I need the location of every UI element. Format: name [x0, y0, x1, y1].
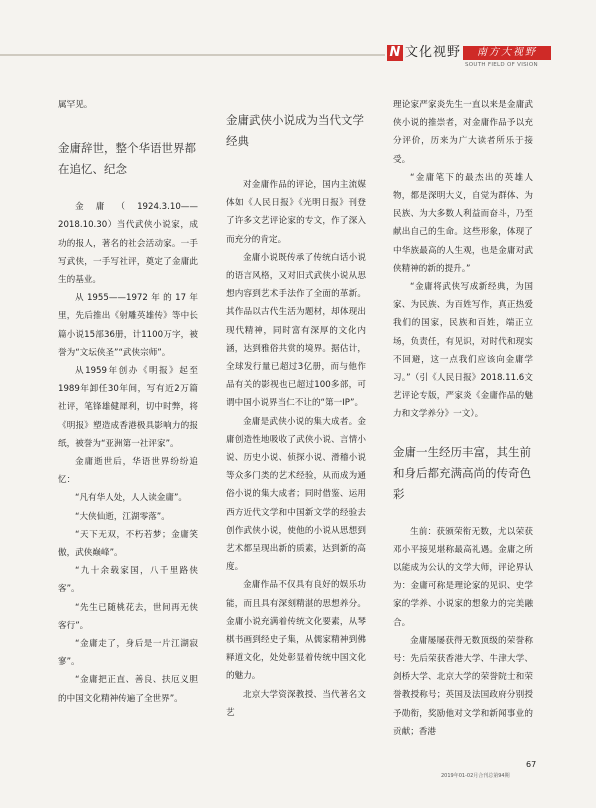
paragraph: 金庸作品不仅具有良好的娱乐功能，而且具有深刻精湛的思想养分。金庸小说充满着传统文化要素，从琴棋书画到经史子集，从儒家精神到佛释道文化，处处彰显着传统中国文化的魅力。	[226, 580, 366, 682]
quote: “天下无双，不朽若梦；金庸笑傲，武侠巅峰”。	[58, 529, 198, 559]
paragraph: 金庸逝世后，华语世界纷纷追忆：	[58, 457, 198, 486]
paragraph: 金庸是武侠小说的集大成者。金庸创造性地吸收了武侠小说、言情小说、历史小说、侦探小说、滑稽小说等众多门类的艺术经验，从而成为通俗小说的集大成者；同时借鉴、运用西方近代文学和中国新文学的经验去创作武侠小说，使他的小说从思想到艺术都呈现出新的质素，达到新的高度。	[226, 416, 366, 573]
article-column-2	[226, 96, 366, 722]
section-heading: 金庸一生经历丰富，其生前和身后都充满高尚的传奇色彩	[393, 444, 531, 501]
paragraph: 生前：获颁荣衔无数，尤以荣获邓小平接见堪称最高礼遇。金庸之所以能成为公认的文学大师，评论界认为：金庸可称是理论家的见识、史学家的学养、小说家的想象力的完美融合。	[393, 526, 533, 628]
quote: “金庸走了，身后是一片江湖寂寥”。	[58, 639, 198, 668]
quote: “大侠仙逝，江湖零落”。	[75, 511, 170, 522]
column-title: 文化视野	[405, 45, 462, 60]
magazine-brand: 南方大视野	[463, 46, 551, 60]
magazine-brand-subtitle: SOUTH FIELD OF VISION	[465, 62, 538, 68]
section-heading: 金庸武侠小说成为当代文学经典	[226, 113, 364, 148]
paragraph: 金庸（1924.3.10——2018.10.30）当代武侠小说家，成功的报人，著名的社会活动家。一手写武侠，一手写社评，奠定了金庸此生的基业。	[58, 202, 198, 286]
page-number: 67	[526, 760, 537, 769]
paragraph: 从1959年创办《明报》起至1989年卸任30年间，写有近2万篇社评，笔锋雄健犀利，切中时弊，将《明报》塑造成香港极具影响力的报纸，被誉为“亚洲第一社评家”。	[58, 366, 198, 449]
quote: “金庸笔下的最杰出的英雄人物，都是深明大义，自觉为群体、为民族、为大多数人利益而奋斗，乃至献出自己的生命。这些形象，体现了中华族最高的人生观，也是金庸对武侠精神的新的提升。”	[393, 172, 533, 274]
quote: “金庸把正直、善良、扶厄义胆的中国文化精神传遍了全世界”。	[58, 675, 198, 704]
paragraph: 从1955——1972年的17年里，先后推出《射雕英雄传》等中长篇小说15部36册，计1100万字，被誉为“文坛侠圣”“武侠宗师”。	[58, 293, 198, 358]
article-column-1	[58, 96, 198, 708]
quote: “凡有华人处，人人读金庸”。	[75, 493, 188, 504]
quote: “先生已随桃花去，世间再无侠客行”。	[58, 602, 198, 631]
paragraph: 北京大学资深教授、当代著名文艺	[226, 689, 366, 718]
article-column-3	[393, 96, 533, 741]
paragraph: 对金庸作品的评论，国内主流媒体如《人民日报》《光明日报》刊登了许多文艺评论家的专文，作了深入而充分的肯定。	[226, 180, 366, 245]
section-logo-icon: N	[387, 45, 403, 61]
section-heading: 金庸辞世，整个华语世界都在追忆、纪念	[58, 141, 196, 177]
issue-info: 2019年01-02月合刊总第94期	[441, 773, 510, 779]
quote: “金庸将武侠写成新经典，为国家、为民族、为百姓写作，真正热爱我们的国家，民族和百姓，端正立场，负责任，有见识，对时代和现实不回避，这一点我们应该向金庸学习。”（引《人民日报》2018.11.6文艺评论专版，严家炎《金庸作品的魅力和文学养分》一文）。	[393, 282, 533, 420]
paragraph: 属罕见。	[58, 100, 93, 110]
page-header	[0, 44, 596, 78]
paragraph: 金庸屡屡获得无数顶级的荣誉称号：先后荣获香港大学、牛津大学、剑桥大学、北京大学的荣誉院士和荣誉教授称号；英国及法国政府分别授予勋衔，奖励他对文学和新闻事业的贡献；香港	[393, 635, 533, 737]
header-rule	[0, 54, 385, 56]
quote: “九十余载家国，八千里路侠客”。	[58, 566, 198, 595]
paragraph: 理论家严家炎先生一直以来是金庸武侠小说的推崇者，对金庸作品予以充分评价，历来为广大读者所乐于接受。	[393, 100, 533, 165]
paragraph: 金庸小说既传承了传统白话小说的语言风格，又对旧式武侠小说从思想内容到艺术手法作了全面的革新。其作品以古代生活为题材，却体现出现代精神，同时富有深厚的文化内涵，达到雅俗共赏的境界。据估计，全球发行量已超过3亿册，而与他作品有关的影视也已超过100多部，可谓中国小说界当仁不让的“第一IP”。	[226, 252, 366, 409]
